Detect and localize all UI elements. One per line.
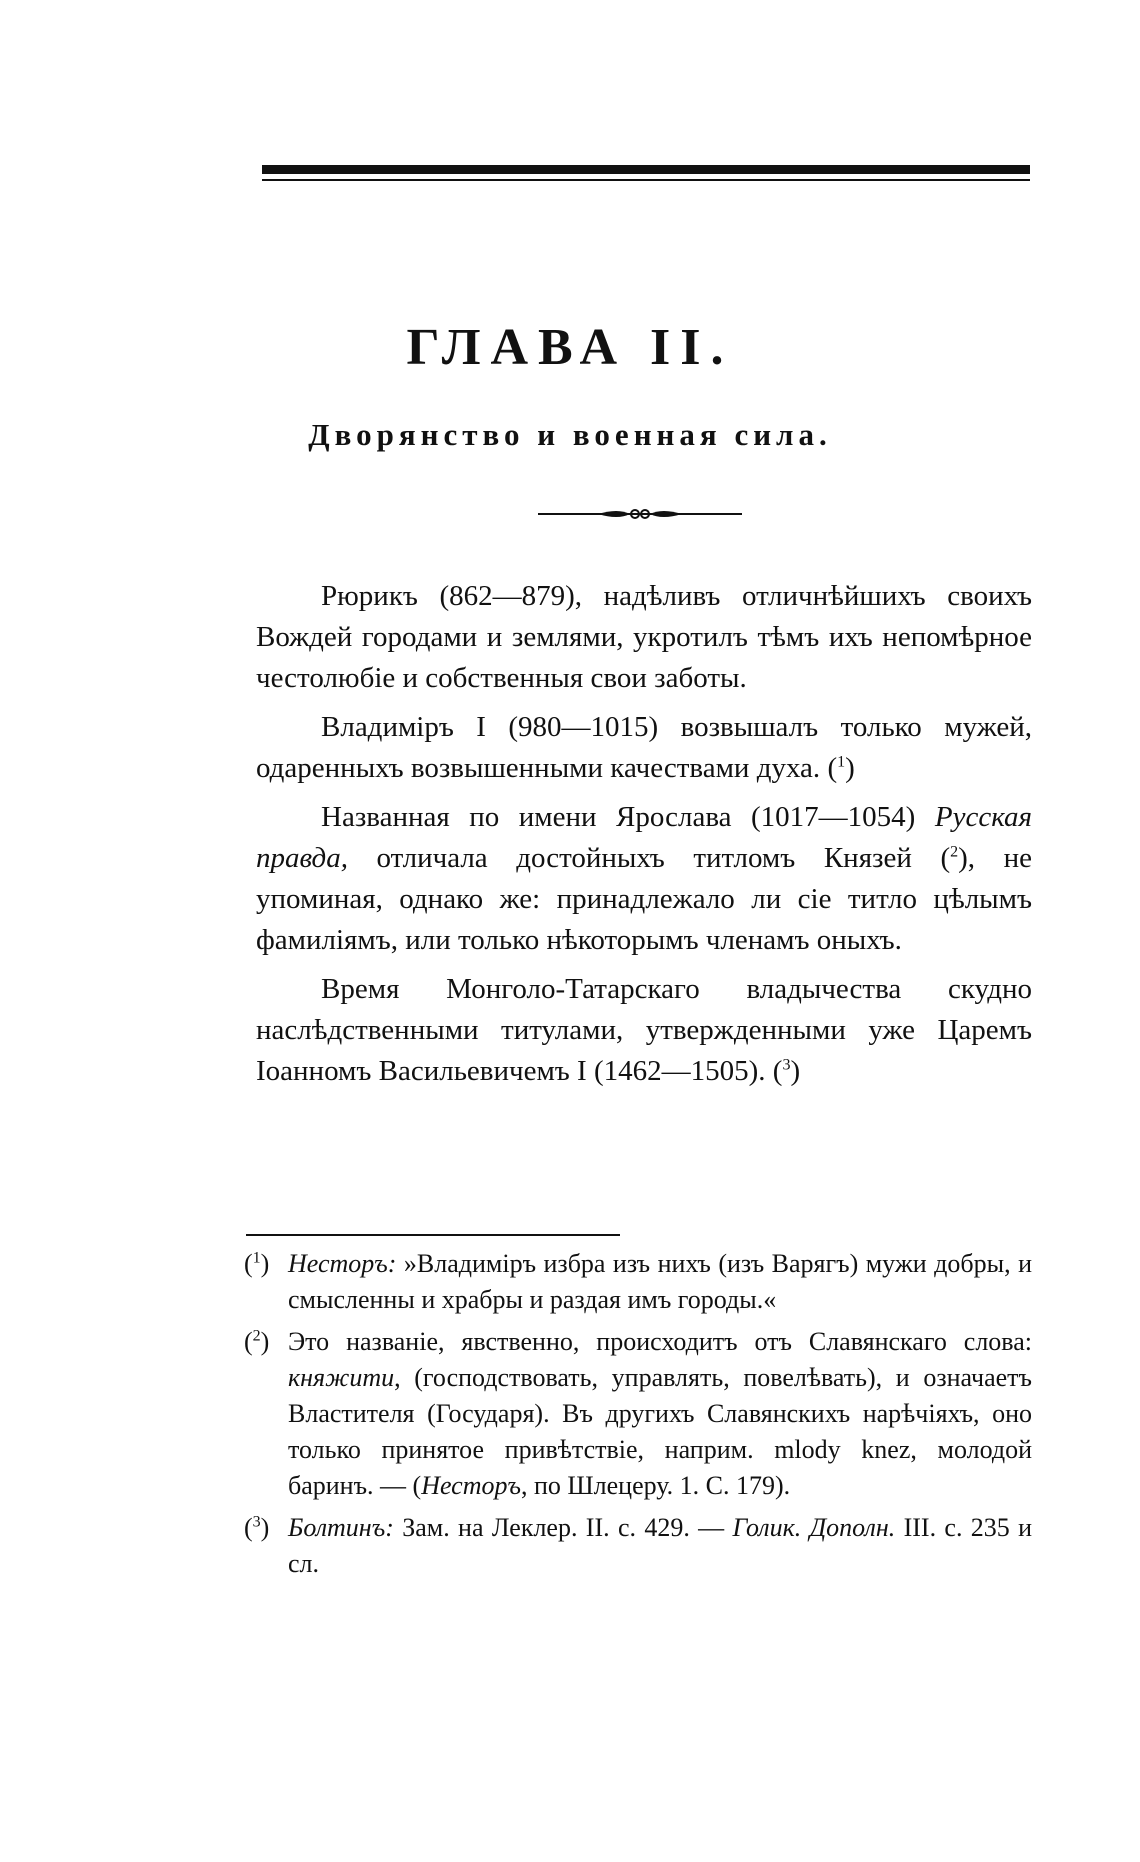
chapter-title: ГЛАВА II. — [406, 319, 734, 376]
body-text — [256, 562, 1032, 1092]
footnote-mark: ($^1$) — [244, 1249, 270, 1278]
footnote-source: Несторъ — [421, 1471, 521, 1500]
paragraph-mongol-text: Время Монголо-Татарскаго владычества скудно наслѣдственными титулами, утвержденными уже Царемъ Іоанномъ Васильевичемъ I (1462—1505). — [256, 973, 1032, 1087]
footnote-word: княжити — [288, 1363, 395, 1392]
russkaya-pravda-title: Русская правда, — [256, 801, 1033, 874]
thin-rule — [262, 179, 1030, 181]
thick-rule — [262, 165, 1030, 174]
paragraph-yaroslav-text-c: ), не упоминая, однако же: принадлежало ли сіе титло цѣлымъ фамиліямъ, или только нѣкоторымъ членамъ оныхъ. — [256, 842, 1032, 956]
footnote-mark: ($^2$) — [244, 1327, 270, 1356]
footnote-ref-3: 3 — [782, 1056, 791, 1074]
header-double-rule — [262, 165, 1030, 183]
paragraph-vladimir: Владиміръ I (980—1015) возвышалъ только мужей, одаренныхъ возвышенными качествами духа. ($^1$) — [256, 711, 1032, 784]
footnote-source: Болтинъ: — [288, 1513, 394, 1542]
paragraph-yaroslav-text-b: отличала достойныхъ титломъ Князей ( — [376, 842, 951, 874]
ornament-divider-icon — [538, 502, 742, 526]
chapter-subtitle: Дворянство и военная сила. — [308, 417, 832, 452]
footnote-2 — [244, 1324, 1032, 1504]
paragraph-yaroslav — [256, 797, 1032, 961]
footnote-ref-2: 2 — [950, 843, 959, 861]
footnote-ref-1: 1 — [837, 753, 846, 771]
footnote-text: »Владиміръ избра изъ нихъ (изъ Варягъ) мужи добры, и смысленны и храбры и раздая имъ городы.« — [288, 1249, 1032, 1314]
footnote-3 — [244, 1510, 1032, 1582]
paragraph-vladimir-text: Владиміръ I (980—1015) возвышалъ только мужей, одаренныхъ возвышенными качествами духа. — [256, 711, 1032, 784]
footnote-text: III. с. 235 и сл. — [288, 1513, 1033, 1578]
footnote-number: 3 — [252, 1513, 261, 1531]
footnote-source: Голик. Дополн. — [732, 1513, 896, 1542]
footnote-text: Это названіе, явственно, происходитъ отъ Славянскаго слова: — [288, 1327, 1032, 1356]
footnote-mark: ($^3$) — [244, 1513, 270, 1542]
paragraph-mongol: Время Монголо-Татарскаго владычества скудно наслѣдственными титулами, утвержденными уже Царемъ Іоанномъ Васильевичемъ I (1462—1505). ($^3$) — [256, 973, 1032, 1087]
footnote-1 — [244, 1246, 1032, 1318]
footnote-text: , (господствовать, управлять, повелѣвать), и означаетъ Властителя (Государя). Въ другихъ Славянскихъ нарѣчіяхъ, оно только принятое привѣтствіе, наприм. mlody knez, молодой баринъ. — ( — [288, 1363, 1032, 1500]
paragraph-yaroslav-text-a: Названная по имени Ярослава (1017—1054) — [321, 801, 916, 833]
footnotes — [244, 1246, 1032, 1588]
footnote-number: 2 — [252, 1327, 261, 1345]
footnote-number: 1 — [252, 1249, 261, 1267]
paragraph-rurik: Рюрикъ (862—879), надѣливъ отличнѣйшихъ своихъ Вождей городами и землями, укротилъ тѣмъ ихъ непомѣрное честолюбіе и собственныя свои заботы. — [256, 580, 1032, 694]
footnote-separator — [246, 1234, 620, 1236]
footnote-text: , по Шлецеру. 1. С. 179). — [521, 1471, 791, 1500]
footnote-text: Зам. на Леклер. II. с. 429. — — [402, 1513, 725, 1542]
footnote-source: Несторъ: — [288, 1249, 397, 1278]
